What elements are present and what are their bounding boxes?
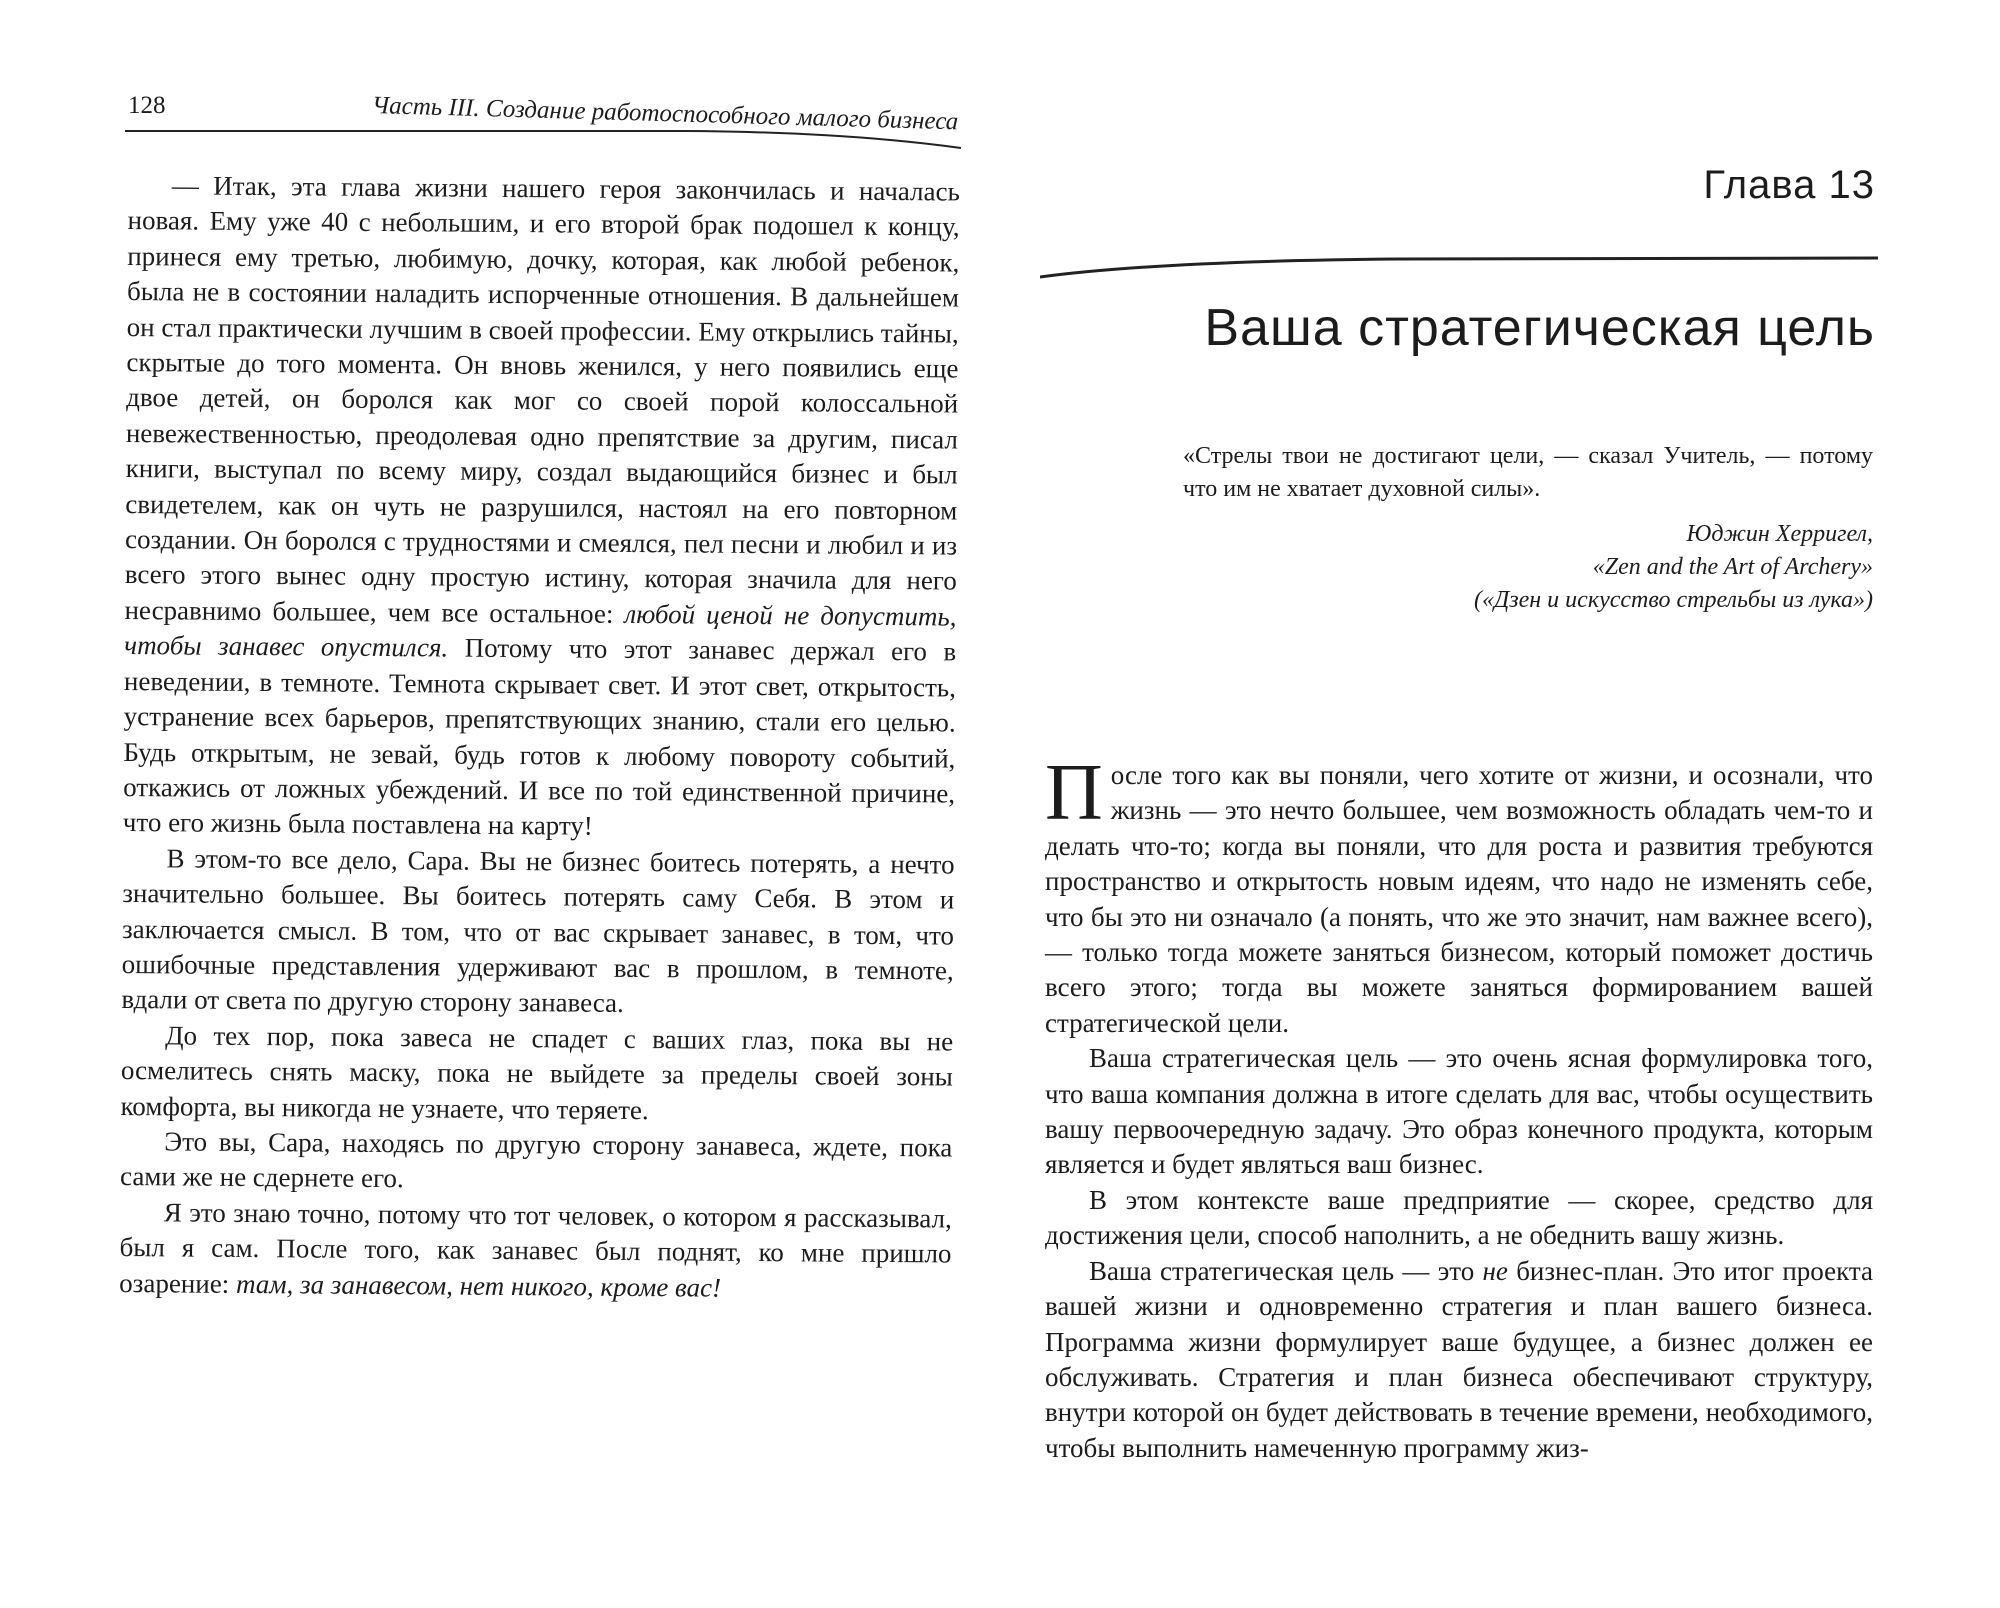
right-page — [1000, 0, 2000, 1608]
chapter-title: Ваша стратегическая цель — [1204, 299, 1875, 357]
paragraph: До тех пор, пока завеса не спадет с ваших глаз, пока вы не осмелитесь снять маску, пока не выйдете за пределы своей зоны комфорта, вы никогда не узнаете, что теряете. — [120, 1020, 954, 1125]
paragraph: Ваша стратегическая цель — это очень ясная формулировка того, что ваша компания должна в итоге сделать для вас, чтобы осуществить вашу первоочередную задачу. Это образ конечного продукта, которым является и будет являться ваш бизнес. — [1045, 1043, 1873, 1180]
running-header-title: Часть III. Создание работоспособного малого бизнеса — [371, 92, 959, 136]
epigraph-translation: («Дзен и искусство стрельбы из лука») — [1474, 587, 1873, 613]
paragraph: — Итак, эта глава жизни нашего героя закончилась и началась новая. Ему уже 40 с небольшим, и его второй брак подошел к концу, принеся ему третью, любимую, дочку, которая, как любой ребенок, была не в состоянии наладить испорченные отношения. В дальнейшем он стал практически лучшим в своей профессии. Ему открылись тайны, скрытые до того момента. Он вновь женился, у него появились еще двое детей, он боролся как мог со своей порой колоссальной невежественностью, преодолевая одно препятствие за другим, писал книги, выступал по всему миру, создал выдающийся бизнес и был свидетелем, как он чуть не разрушился, настоял на его повторном создании. Он боролся с трудностями и смеялся, пел песни и любил и из всего этого вынес одну простую истину, которая значила для него несравнимо большее, чем все остальное: любой ценой не допустить, чтобы занавес опустился. Потому что этот занавес держал его в неведении, в темноте. Темнота скрывает свет. И этот свет, открытость, устранение всех барьеров, препятствующих знанию, стали его целью. Будь открытым, не зевай, будь готов к любому повороту событий, откажись от ложных убеждений. И все по той единственной причине, что его жизнь была поставлена на карту! — [122, 170, 960, 841]
page-number: 128 — [128, 92, 166, 119]
epigraph-book: «Zen and the Art of Archery» — [1592, 554, 1873, 580]
chapter-rule — [1040, 255, 1880, 285]
drop-cap: П — [1045, 749, 1103, 837]
paragraph: Это вы, Сара, находясь по другую сторону занавеса, ждете, пока сами же не сдернете его. — [119, 1126, 953, 1194]
epigraph-source — [1183, 518, 1873, 617]
paragraph: В этом контексте ваше предприятие — скорее, средство для достижения цели, способ наполнить, а не обеднить вашу жизнь. — [1045, 1184, 1873, 1251]
paragraph: Я это знаю точно, потому что тот человек, о котором я рассказывал, был я сам. После того, как занавес был поднят, ко мне пришло озарение: там, за занавесом, нет никого, кроме вас! — [119, 1197, 952, 1303]
header-rule — [125, 128, 965, 152]
epigraph-quote: «Стрелы твои не достигают цели, — сказал Учитель, — потому что им не хватает духовной силы». — [1183, 443, 1873, 502]
right-body-text — [1045, 749, 1873, 1466]
paragraph: В этом-то все дело, Сара. Вы не бизнес боитесь потерять, а нечто значительно большее. Вы боитесь потерять саму Себя. В этом и заключается смысл. В том, что от вас скрывает занавес, в том, что ошибочные представления удерживают вас в прошлом, в темноте, вдали от света по другую сторону занавеса. — [121, 843, 955, 1019]
epigraph — [1183, 440, 1873, 617]
paragraph: После того как вы поняли, чего хотите от жизни, и осознали, что жизнь — это нечто большее, чем возможность обладать чем-то и делать что-то; когда вы поняли, что для роста и развития требуются пространство и открытость новым идеям, что надо не изменять себе, что бы это ни означало (а понять, что же это значит, нам важнее всего), — только тогда можете заняться бизнесом, который поможет достичь всего этого; тогда вы можете заняться формированием вашей стратегической цели. — [1045, 749, 1873, 1038]
chapter-number: Глава 13 — [1703, 163, 1875, 207]
running-header — [128, 92, 959, 136]
left-body-text — [119, 168, 960, 1307]
paragraph: Ваша стратегическая цель — это не бизнес-план. Это итог проекта вашей жизни и одновременно стратегия и план вашего бизнеса. Программа жизни формулирует ваше будущее, а бизнес должен ее обслуживать. Стратегия и план бизнеса обеспечивают структуру, внутри которой он будет действовать в течение времени, необходимого, чтобы выполнить намеченную программу жиз- — [1045, 1255, 1873, 1463]
epigraph-author: Юджин Херригел, — [1686, 521, 1873, 547]
